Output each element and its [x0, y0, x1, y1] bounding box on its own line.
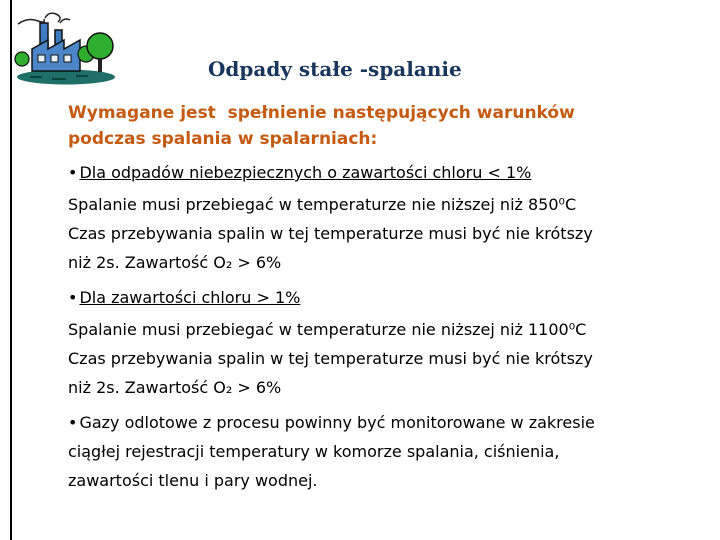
- bullet-item-chlorine-gt1: [68, 283, 668, 312]
- factory-clipart: [14, 8, 120, 90]
- bullet-marker: •: [68, 413, 78, 432]
- body-line-temp-850: Spalanie musi przebiegać w temperaturze nie niższej niż 850⁰C: [68, 195, 577, 214]
- intro-heading-line-1: Wymagane jest spełnienie następujących warunków: [68, 103, 575, 123]
- body-line-residence-1b: niż 2s. Zawartość O₂ > 6%: [68, 253, 282, 272]
- bullet-item-chlorine-lt1: [68, 158, 668, 187]
- bullet-item-fluegas: [68, 408, 668, 437]
- slide-title: Odpady stałe -spalanie: [208, 57, 462, 82]
- bullet-text-chlorine-lt1: Dla odpadów niebezpiecznych o zawartości chloru < 1%: [79, 163, 532, 182]
- bullet-marker: •: [68, 288, 78, 307]
- slide-body: [68, 100, 668, 495]
- factory-trees-icon: [14, 8, 120, 90]
- body-line-residence-1a: Czas przebywania spalin w tej temperaturze musi być nie krótszy: [68, 224, 593, 243]
- body-line-temp-1100: Spalanie musi przebiegać w temperaturze nie niższej niż 1100⁰C: [68, 320, 587, 339]
- intro-heading-line-2: podczas spalania w spalarniach:: [68, 129, 378, 149]
- left-border-line: [10, 0, 12, 540]
- body-line-fluegas-2: ciągłej rejestracji temperatury w komorze spalania, ciśnienia,: [68, 442, 560, 461]
- bullet-text-fluegas: Gazy odlotowe z procesu powinny być monitorowane w zakresie: [79, 413, 595, 432]
- bullet-marker: •: [68, 163, 78, 182]
- body-line-residence-2b: niż 2s. Zawartość O₂ > 6%: [68, 378, 282, 397]
- body-line-fluegas-3: zawartości tlenu i pary wodnej.: [68, 471, 318, 490]
- body-line-residence-2a: Czas przebywania spalin w tej temperaturze musi być nie krótszy: [68, 349, 593, 368]
- bullet-text-chlorine-gt1: Dla zawartości chloru > 1%: [79, 288, 301, 307]
